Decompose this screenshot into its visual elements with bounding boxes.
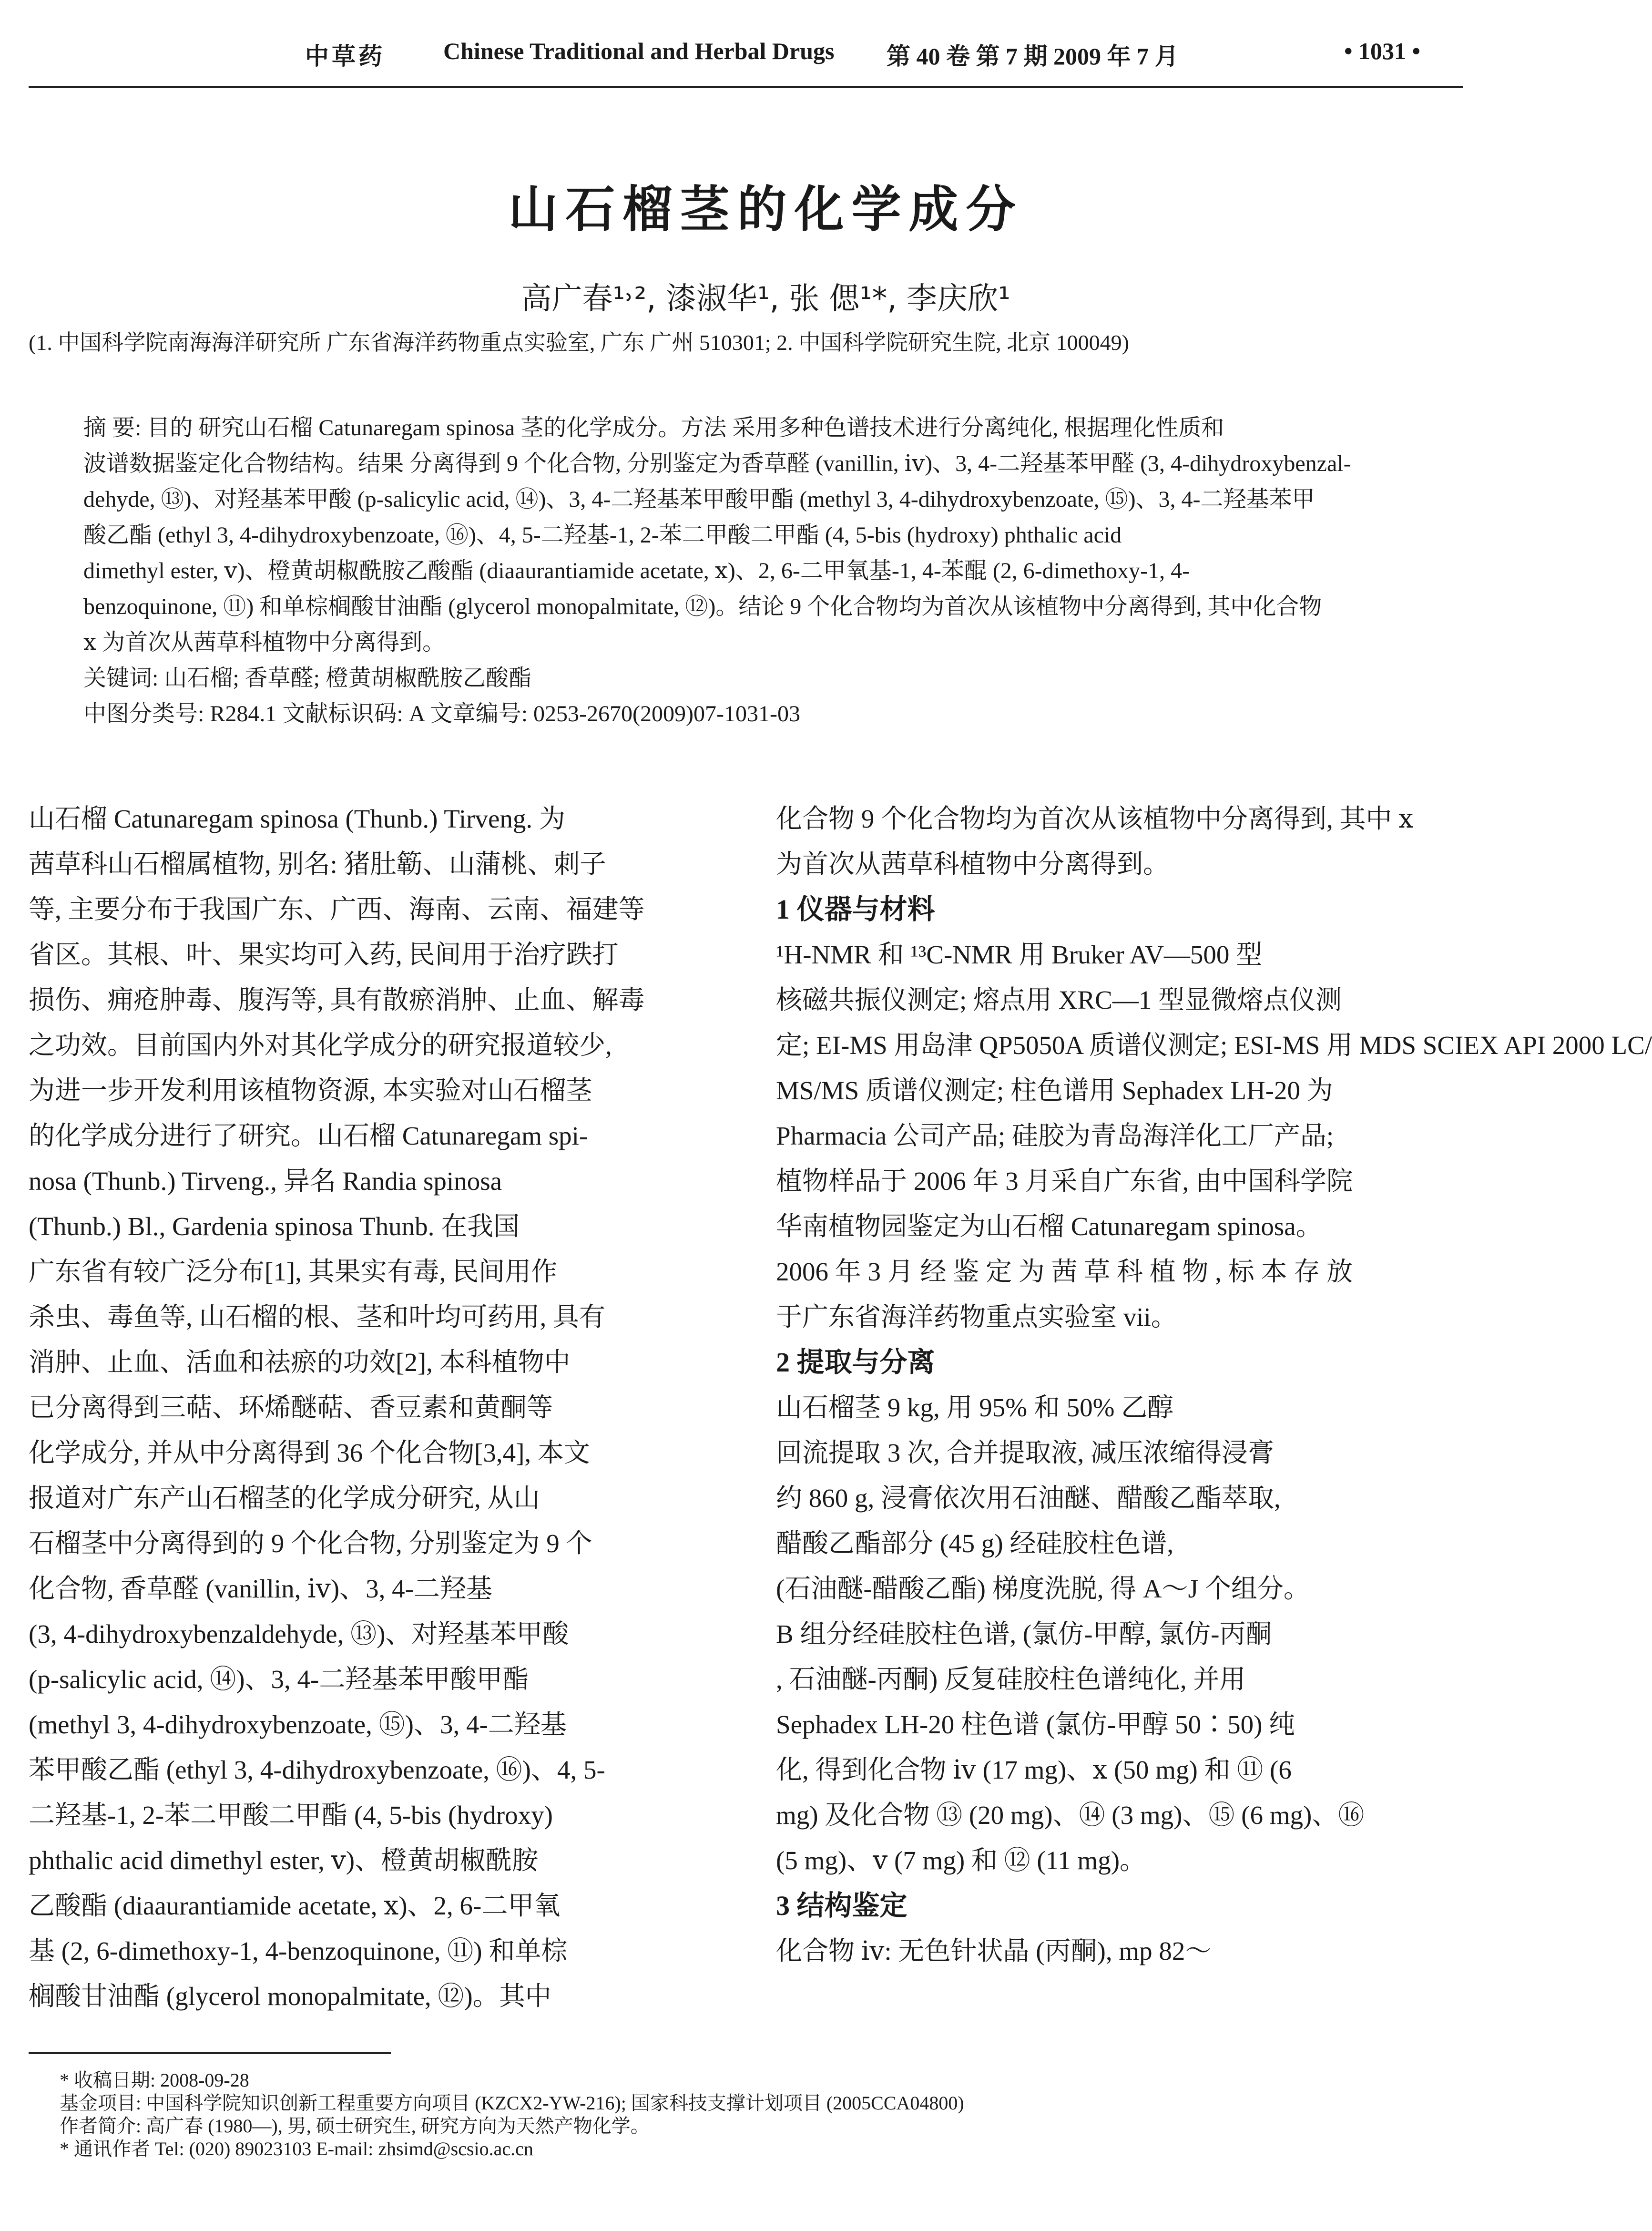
left-column-line: 等, 主要分布于我国广东、广西、海南、云南、福建等 [29,895,645,924]
left-column-line: 石榴茎中分离得到的 9 个化合物, 分别鉴定为 9 个 [29,1529,592,1558]
right-column-line: B 组分经硅胶柱色谱, (氯仿-甲醇, 氯仿-丙酮 [776,1619,1272,1648]
left-column-line: 二羟基-1, 2-苯二甲酸二甲酯 (4, 5-bis (hydroxy) [29,1801,553,1830]
affiliation: (1. 中国科学院南海海洋研究所 广东省海洋药物重点实验室, 广东 广州 510301; 2. 中国科学院研究生院, 北京 100049) [29,330,1129,355]
body-column-left [29,796,717,2019]
right-column-line: Pharmacia 公司产品; 硅胶为青岛海洋化工厂产品; [776,1121,1334,1150]
left-column-line: 省区。其根、叶、果实均可入药, 民间用于治疗跌打 [29,940,619,969]
left-column-line: 杀虫、毒鱼等, 山石榴的根、茎和叶均可药用, 具有 [29,1302,606,1331]
right-column-line: 华南植物园鉴定为山石榴 Catunaregam spinosa。 [776,1212,1322,1241]
left-column-line: phthalic acid dimethyl ester, ⅴ)、橙黄胡椒酰胺 [29,1846,539,1875]
left-column-line: nosa (Thunb.) Tirveng., 异名 Randia spinosa [29,1167,502,1196]
left-column-line: 之功效。目前国内外对其化学成分的研究报道较少, [29,1031,612,1060]
header-rule [29,86,1463,88]
abstract-line: ⅹ 为首次从茜草科植物中分离得到。 [83,630,446,655]
footnote-correspondence: * 通讯作者 Tel: (020) 89023103 E-mail: zhsimd@scsio.ac.cn [60,2138,533,2159]
left-column-line: 乙酸酯 (diaaurantiamide acetate, ⅹ)、2, 6-二甲氧 [29,1891,561,1920]
body-column-right [776,796,1652,1974]
right-column-line: ¹H-NMR 和 ¹³C-NMR 用 Bruker AV—500 型 [776,940,1263,969]
paper-title: 山石榴茎的化学成分 [508,183,1023,237]
left-column-line: 已分离得到三萜、环烯醚萜、香豆素和黄酮等 [29,1393,553,1422]
right-column-line: (石油醚-醋酸乙酯) 梯度洗脱, 得 A～J 个组分。 [776,1574,1310,1603]
right-column-line: 山石榴茎 9 kg, 用 95% 和 50% 乙醇 [776,1393,1174,1422]
right-column-line: MS/MS 质谱仪测定; 柱色谱用 Sephadex LH-20 为 [776,1076,1333,1105]
abstract-block [83,410,1447,732]
right-column-line: 2 提取与分离 [776,1347,935,1378]
right-column-line: 化, 得到化合物 ⅳ (17 mg)、ⅹ (50 mg) 和 ⑪ (6 [776,1755,1292,1784]
right-column-line: mg) 及化合物 ⑬ (20 mg)、⑭ (3 mg)、⑮ (6 mg)、⑯ [776,1801,1365,1830]
left-column-line: 为进一步开发利用该植物资源, 本实验对山石榴茎 [29,1076,592,1105]
left-column-line: 消肿、止血、活血和祛瘀的功效[2], 本科植物中 [29,1348,571,1377]
left-column-line: 报道对广东产山石榴茎的化学成分研究, 从山 [29,1484,540,1513]
right-column-line: 于广东省海洋药物重点实验室 vii。 [776,1302,1177,1331]
classification-line: 中图分类号: R284.1 文献标识码: A 文章编号: 0253-2670(2009)07-1031-03 [83,701,800,727]
left-column-line: (p-salicylic acid, ⑭)、3, 4-二羟基苯甲酸甲酯 [29,1665,529,1694]
left-column-line: 苯甲酸乙酯 (ethyl 3, 4-dihydroxybenzoate, ⑯)、4, 5- [29,1755,605,1784]
footnotes-block [60,2069,1442,2160]
right-column-line: , 石油醚-丙酮) 反复硅胶柱色谱纯化, 并用 [776,1665,1246,1694]
right-column-line: 3 结构鉴定 [776,1890,908,1921]
journal-name-en: Chinese Traditional and Herbal Drugs [443,38,835,64]
footnote-funding: 基金项目: 中国科学院知识创新工程重要方向项目 (KZCX2-YW-216); 国家科技支撑计划项目 (2005CCA04800) [60,2092,964,2114]
left-column-line: 的化学成分进行了研究。山石榴 Catunaregam spi- [29,1121,588,1150]
left-column-line: (Thunb.) Bl., Gardenia spinosa Thunb. 在我国 [29,1212,520,1241]
right-column-line: 化合物 9 个化合物均为首次从该植物中分离得到, 其中 ⅹ [776,804,1414,833]
right-column-line: 定; EI-MS 用岛津 QP5050A 质谱仪测定; ESI-MS 用 MDS SCIEX API 2000 LC/ [776,1031,1652,1060]
left-column-line: (3, 4-dihydroxybenzaldehyde, ⑬)、对羟基苯甲酸 [29,1619,569,1648]
left-column-line: 基 (2, 6-dimethoxy-1, 4-benzoquinone, ⑪) 和单棕 [29,1936,568,1965]
right-column-line: 植物样品于 2006 年 3 月采自广东省, 由中国科学院 [776,1167,1353,1196]
right-column-line: 醋酸乙酯部分 (45 g) 经硅胶柱色谱, [776,1529,1174,1558]
left-column-line: 榈酸甘油酯 (glycerol monopalmitate, ⑫)。其中 [29,1982,551,2011]
page-number: • 1031 • [1344,38,1421,64]
left-column-line: 茜草科山石榴属植物, 别名: 猪肚簕、山蒲桃、刺子 [29,849,606,879]
footnote-author-bio: 作者简介: 高广春 (1980—), 男, 硕士研究生, 研究方向为天然产物化学。 [60,2115,650,2137]
right-column-line: (5 mg)、ⅴ (7 mg) 和 ⑫ (11 mg)。 [776,1846,1146,1875]
right-column-line: 为首次从茜草科植物中分离得到。 [776,849,1170,879]
right-column-line: 约 860 g, 浸膏依次用石油醚、醋酸乙酯萃取, [776,1484,1281,1513]
abstract-line: 酸乙酯 (ethyl 3, 4-dihydroxybenzoate, ⑯)、4, 5-二羟基-1, 2-苯二甲酸二甲酯 (4, 5-bis (hydroxy) phthalic acid [83,522,1122,548]
footnote-rule [29,2052,391,2054]
left-column-line: 山石榴 Catunaregam spinosa (Thunb.) Tirveng. 为 [29,804,565,833]
left-column-line: 化合物, 香草醛 (vanillin, ⅳ)、3, 4-二羟基 [29,1574,492,1603]
issue-info: 第 40 卷 第 7 期 2009 年 7 月 [887,43,1179,70]
abstract-line: 摘 要: 目的 研究山石榴 Catunaregam spinosa 茎的化学成分。方法 采用多种色谱技术进行分离纯化, 根据理化性质和 [83,415,1224,440]
left-column-line: 损伤、痈疮肿毒、腹泻等, 具有散瘀消肿、止血、解毒 [29,985,645,1014]
abstract-line: benzoquinone, ⑪) 和单棕榈酸甘油酯 (glycerol monopalmitate, ⑫)。结论 9 个化合物均为首次从该植物中分离得到, 其中化合物 [83,594,1322,619]
left-column-line: 广东省有较广泛分布[1], 其果实有毒, 民间用作 [29,1257,558,1286]
running-head [29,37,1458,80]
right-column-line: 1 仪器与材料 [776,894,935,925]
right-column-line: 2006 年 3 月 经 鉴 定 为 茜 草 科 植 物 , 标 本 存 放 [776,1257,1353,1286]
abstract-line: dimethyl ester, ⅴ)、橙黄胡椒酰胺乙酸酯 (diaaurantiamide acetate, ⅹ)、2, 6-二甲氧基-1, 4-苯醌 (2, 6-dimethoxy-1, 4- [83,558,1190,583]
right-column-line: Sephadex LH-20 柱色谱 (氯仿-甲醇 50∶50) 纯 [776,1710,1295,1739]
left-column-line: 化学成分, 并从中分离得到 36 个化合物[3,4], 本文 [29,1438,590,1467]
keywords-line: 关键词: 山石榴; 香草醛; 橙黄胡椒酰胺乙酸酯 [83,665,532,691]
right-column-line: 化合物 ⅳ: 无色针状晶 (丙酮), mp 82～ [776,1936,1212,1965]
author-list: 高广春¹˒², 漆淑华¹, 张 偲¹*, 李庆欣¹ [521,281,1010,317]
footnote-received: * 收稿日期: 2008-09-28 [60,2069,249,2091]
journal-name-cn: 中草药 [305,43,385,70]
abstract-line: 波谱数据鉴定化合物结构。结果 分离得到 9 个化合物, 分别鉴定为香草醛 (vanillin, ⅳ)、3, 4-二羟基苯甲醛 (3, 4-dihydroxybenzal- [83,451,1351,476]
left-column-line: (methyl 3, 4-dihydroxybenzoate, ⑮)、3, 4-二羟基 [29,1710,567,1739]
right-column-line: 核磁共振仪测定; 熔点用 XRC—1 型显微熔点仪测 [776,985,1342,1014]
abstract-line: dehyde, ⑬)、对羟基苯甲酸 (p-salicylic acid, ⑭)、3, 4-二羟基苯甲酸甲酯 (methyl 3, 4-dihydroxybenzoate, ⑮)、3, 4-二羟基苯甲 [83,487,1315,512]
right-column-line: 回流提取 3 次, 合并提取液, 减压浓缩得浸膏 [776,1438,1275,1467]
